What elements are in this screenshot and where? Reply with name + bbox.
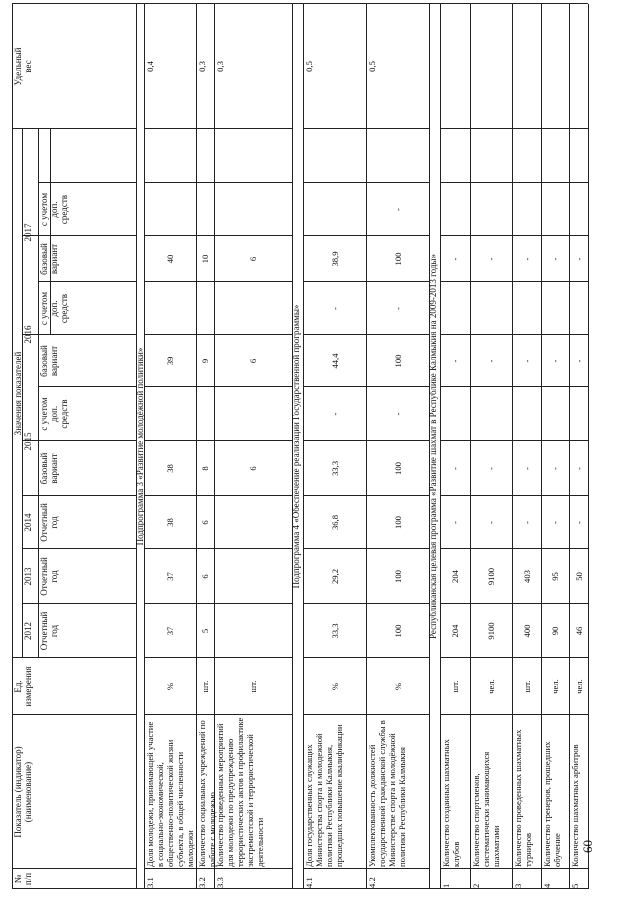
value-cell: 100 [392,354,403,368]
value-cell: 90 [550,626,560,636]
value-cell: - [550,257,560,261]
value-cell: 36,8 [329,514,340,531]
base-variant-header: базовый вариант [39,345,59,377]
year-header-2015: 2015 [23,432,33,451]
value-cell [441,184,469,235]
unit-cell: чел. [486,679,496,694]
value-cell [304,184,365,235]
weight-header: Удельный вес [13,47,33,86]
unit-cell: чел. [550,679,560,694]
value-cell: 39 [165,356,175,366]
weight-cell: 0,5 [304,61,314,72]
reporting-year-header: Отчетный год [39,503,59,542]
indicator-name: Количество социальных учреждений по работе с молодежью [197,720,217,867]
value-cell: 5 [200,628,210,634]
values-header: Значения показателей [13,351,23,436]
value-cell: - [573,359,584,363]
row-number: 3.2 [197,877,207,888]
value-cell: 40 [165,254,175,264]
value-cell [197,388,213,440]
value-cell: - [450,521,460,524]
value-cell: 50 [573,572,584,581]
value-cell [513,283,540,334]
value-cell: 10 [200,254,210,264]
value-cell: 44,4 [329,353,340,369]
value-cell: 204 [450,624,460,638]
value-cell [197,283,213,334]
indicator-name: Количество тренеров, прошедших обучение [542,741,562,867]
value-cell: 8 [200,466,210,471]
value-cell: - [450,359,460,363]
unit-cell: % [329,682,340,691]
value-cell [471,184,511,235]
value-cell [471,283,511,334]
weight-cell [471,6,511,127]
value-cell [145,283,195,334]
section-title: Республиканская целевая программа «Развитие шахмат в Республике Калмыкия на 2009-2013 годы» [428,254,438,639]
value-cell: 400 [521,624,532,638]
extra-funds-header: с учетом доп. средств [39,291,69,326]
indicator-header: Показатель (индикатор) (наименование) [13,746,33,838]
value-cell: 6 [200,574,210,579]
value-cell [441,388,469,440]
indicator-name: Доля государственных служащих Министерства спорта и молодежной политики Республики Калмыкия, прошедших повышение квалификации [304,724,344,867]
value-cell: 6 [200,520,210,525]
value-cell [215,388,291,440]
row-number: 5 [570,883,580,888]
value-cell [471,388,511,440]
value-cell: 29,2 [329,568,340,585]
value-cell: - [450,467,460,470]
value-cell: - [450,257,460,261]
indicator-name: Доля молодежи, принимающей участие в социально-экономической, общественно-политической жизни субъекта, в общей численности молодежи [145,721,195,867]
value-cell [215,550,291,603]
value-cell: - [392,412,403,416]
indicator-name: Укомплектованность должностей государственной гражданской службы в Министерстве спорта и молодёжной политики Республики Калмыкия [367,720,407,867]
indicator-name: Количество проведенных мероприятий для молодежи по предупреждению террористических актов и профилактике экстремистской и террористической деятельности [215,717,265,867]
unit-cell: шт. [248,680,258,693]
row-number: 1 [441,883,451,888]
value-cell: 100 [392,462,403,475]
value-cell: - [392,208,403,211]
value-cell [542,388,568,440]
value-cell [570,388,587,440]
value-cell [215,605,291,657]
value-cell [513,184,540,235]
unit-cell: шт. [200,680,210,693]
value-cell: 403 [521,570,532,583]
value-cell [215,184,291,235]
weight-cell [441,6,469,127]
value-cell [145,388,195,440]
unit-cell: % [165,682,175,691]
unit-header: Ед. измерения [13,666,33,707]
value-cell [542,184,568,235]
reporting-year-header: Отчетный год [39,611,59,651]
row-number: 4.2 [367,877,377,888]
value-cell: - [329,412,340,416]
value-cell: 33,3 [329,623,340,639]
weight-cell: 0,4 [145,61,155,72]
value-cell [441,283,469,334]
row-number: 3.1 [145,877,155,888]
row-number: 4.1 [304,877,314,888]
extra-funds-header: с учетом доп. средств [39,397,69,431]
value-cell [215,283,291,334]
value-cell: 9100 [486,622,496,640]
indicator-name: Количество проведенных шахматных турниров [513,729,533,867]
value-cell: - [521,257,532,261]
row-number: 3 [513,883,523,888]
row-number: 2 [471,883,481,888]
value-cell: 95 [550,572,560,581]
value-cell: 204 [450,570,460,583]
value-cell: 100 [392,252,403,266]
value-cell: 46 [573,626,584,636]
value-cell [215,497,291,548]
section-title: Подпрограмма 4 «Обеспечение реализации Государственной программы» [291,304,301,589]
value-cell [570,283,587,334]
indicator-name: Количество созданных шахматных клубов [441,739,461,867]
value-cell: - [521,467,532,470]
reporting-year-header: Отчетный год [39,557,59,596]
value-cell: - [550,467,560,470]
value-cell: 100 [392,624,403,638]
value-cell: - [486,359,496,363]
unit-cell: шт. [450,680,460,693]
weight-cell [513,6,540,127]
indicator-name: Количество спортсменов, систематически занимающихся шахматами [471,751,501,867]
value-cell: 38 [165,518,175,527]
value-cell: 37 [165,626,175,636]
value-cell: 9100 [486,567,496,586]
weight-cell: 0,5 [367,61,377,72]
value-cell: 6 [248,358,258,364]
value-cell: - [573,257,584,261]
base-variant-header: базовый вариант [39,243,59,275]
row-number: 3.3 [215,877,225,888]
weight-cell: 0,3 [197,61,207,72]
year-header-2016: 2016 [23,325,33,344]
value-cell: - [329,307,340,310]
value-cell: 100 [392,516,403,529]
unit-cell: чел. [573,679,584,694]
value-cell: - [573,521,584,524]
value-cell: 37 [165,572,175,581]
year-header-2012: 2012 [23,622,33,640]
value-cell: - [573,467,584,470]
value-cell: - [486,521,496,524]
value-cell: - [521,359,532,363]
value-cell [570,184,587,235]
year-header-2014: 2014 [23,513,33,532]
value-cell: 100 [392,570,403,583]
year-header-2013: 2013 [23,567,33,586]
value-cell: - [486,257,496,261]
weight-cell: 0,3 [215,61,225,72]
weight-cell [570,6,587,127]
value-cell: 6 [248,256,258,262]
year-header-2017: 2017 [23,223,33,242]
value-cell: 6 [248,466,258,471]
value-cell: - [550,359,560,363]
weight-cell [542,6,568,127]
value-cell: 38,9 [329,251,340,267]
value-cell: 38 [165,464,175,473]
value-cell [145,184,195,235]
page-number: 60 [580,840,595,853]
value-cell [513,388,540,440]
section-title: Подпрограмма 3 «Развитие молодёжной политики» [135,347,145,546]
unit-cell: % [392,682,403,691]
indicator-name: Количество шахматных арбитров [570,744,580,867]
value-cell: - [486,467,496,470]
value-cell: - [550,521,560,524]
value-cell [197,184,213,235]
value-cell: 9 [200,358,210,364]
extra-funds-header: с учетом доп. средств [39,192,69,227]
unit-cell: шт. [521,680,532,693]
value-cell: 33,3 [329,460,340,477]
value-cell: - [392,307,403,310]
value-cell: - [521,521,532,524]
row-number: 4 [542,883,552,888]
base-variant-header: базовый вариант [39,452,59,485]
value-cell [542,283,568,334]
number-header: № п/п [13,872,33,886]
